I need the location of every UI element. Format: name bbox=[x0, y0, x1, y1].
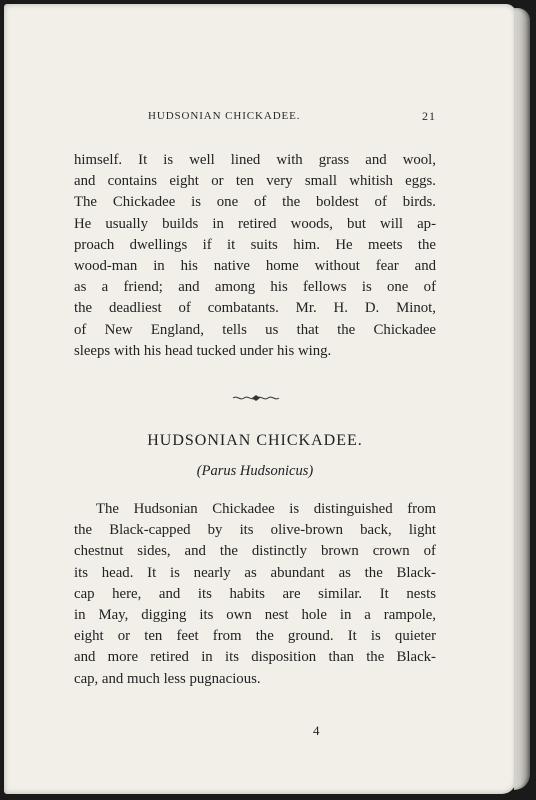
paragraph-2 bbox=[74, 499, 436, 690]
text-line: and more retired in its disposition than the Black- bbox=[74, 649, 436, 666]
text-line: cap, and much less pugnacious. bbox=[74, 670, 261, 687]
page-number: 21 bbox=[422, 109, 436, 123]
text-line: the Black-capped by its olive-brown back, light bbox=[74, 522, 436, 539]
text-line: the deadliest of combatants. Mr. H. D. Minot, bbox=[74, 300, 436, 317]
running-title: HUDSONIAN CHICKADEE. bbox=[148, 110, 301, 122]
text-line: sleeps with his head tucked under his wing. bbox=[74, 342, 332, 359]
text-line: He usually builds in retired woods, but will ap- bbox=[74, 215, 436, 232]
book-page bbox=[4, 4, 516, 794]
text-line: and contains eight or ten very small whitish eggs. bbox=[74, 173, 436, 190]
text-line: himself. It is well lined with grass and wool, bbox=[74, 152, 436, 168]
section-title: HUDSONIAN CHICKADEE. bbox=[147, 432, 363, 449]
text-line: its head. It is nearly as abundant as the Black- bbox=[74, 564, 436, 581]
text-line: The Hudsonian Chickadee is distinguished from bbox=[96, 501, 436, 517]
signature-mark: 4 bbox=[313, 723, 320, 738]
text-line: in May, digging its own nest hole in a rampole, bbox=[74, 607, 436, 624]
text-line: chestnut sides, and the distinctly brown crown of bbox=[74, 543, 436, 560]
latin-name: (Parus Hudsonicus) bbox=[196, 463, 314, 479]
text-line: of New England, tells us that the Chickadee bbox=[74, 321, 436, 338]
text-line: wood-man in his native home without fear and bbox=[74, 258, 436, 275]
text-line: eight or ten feet from the ground. It is quieter bbox=[74, 628, 436, 645]
ornament-divider bbox=[232, 393, 280, 403]
text-line: as a friend; and among his fellows is one of bbox=[74, 279, 436, 296]
text-line: The Chickadee is one of the boldest of birds. bbox=[74, 194, 436, 211]
text-line: cap here, and its habits are similar. It nests bbox=[74, 585, 436, 602]
running-header bbox=[72, 108, 436, 124]
page-edge bbox=[514, 8, 530, 790]
text-line: proach dwellings if it suits him. He meets the bbox=[74, 236, 436, 253]
paragraph-1 bbox=[74, 150, 436, 362]
